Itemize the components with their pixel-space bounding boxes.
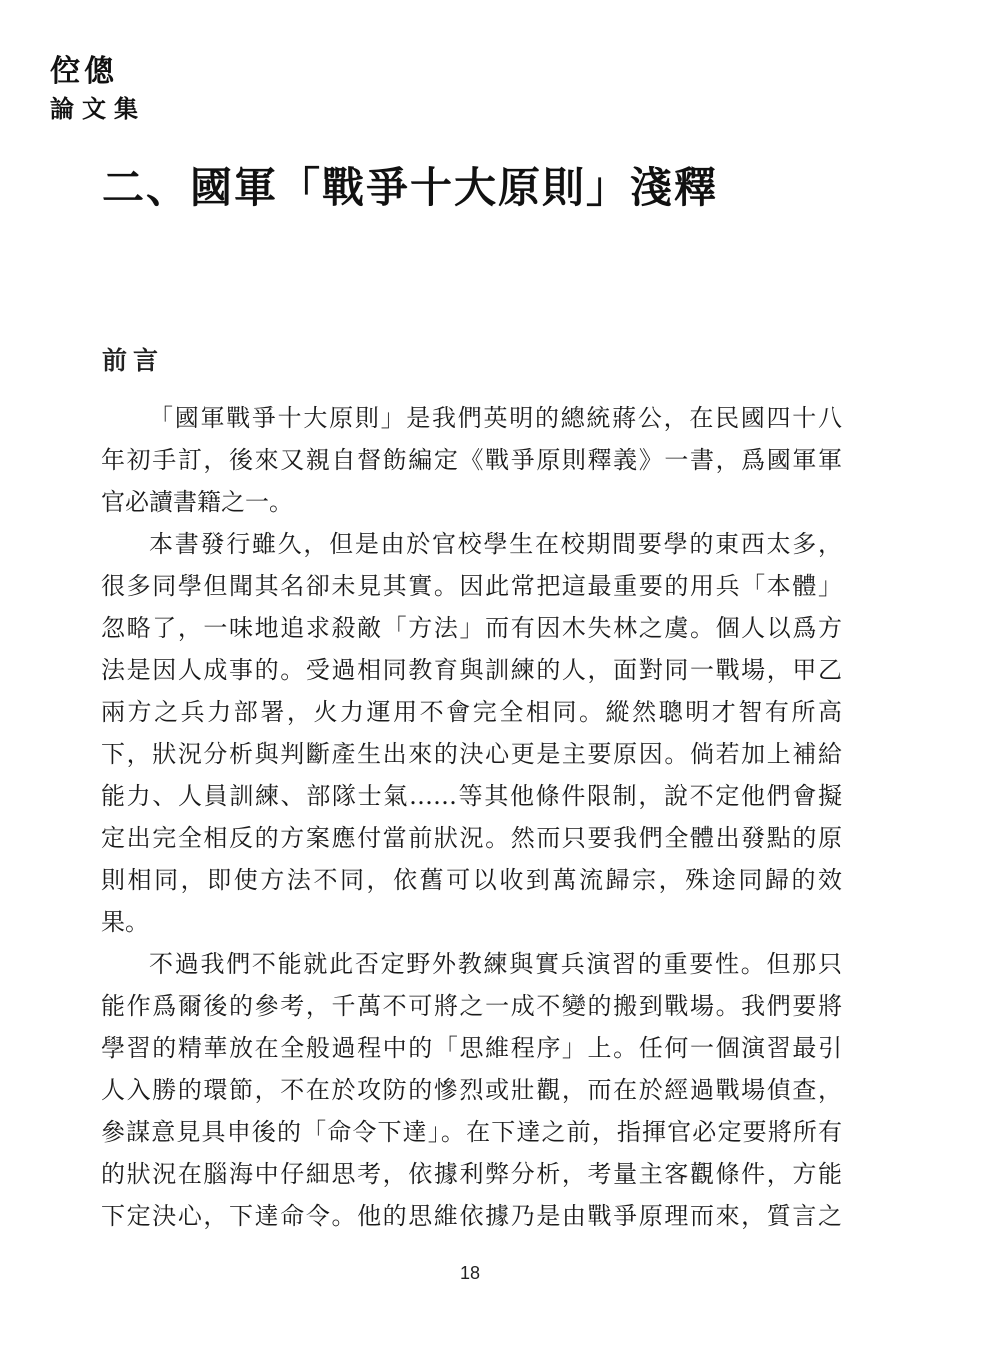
paragraph-3 xyxy=(101,943,842,1237)
text-line: 很多同學但聞其名卻未見其實。因此常把這最重要的用兵「本體」 xyxy=(101,572,842,600)
running-head xyxy=(50,52,146,126)
text-line: 能力、人員訓練、部隊士氣……等其他條件限制，說不定他們會擬 xyxy=(101,782,842,810)
text-line: 年初手訂，後來又親自督飭編定《戰爭原則釋義》一書，爲國軍軍 xyxy=(101,446,842,474)
text-line: 忽略了，一味地追求殺敵「方法」而有因木失林之虞。個人以爲方 xyxy=(101,614,842,642)
text-line: 兩方之兵力部署，火力運用不會完全相同。縱然聰明才智有所高 xyxy=(101,698,842,726)
text-line: 學習的精華放在全般過程中的「思維程序」上。任何一個演習最引 xyxy=(101,1034,842,1062)
text-line: 下，狀況分析與判斷產生出來的決心更是主要原因。倘若加上補給 xyxy=(101,740,842,768)
text-line: 下定決心，下達命令。他的思維依據乃是由戰爭原理而來，質言之 xyxy=(101,1202,842,1230)
text-line: 果。 xyxy=(101,908,149,936)
chapter-title: 二、國軍「戰爭十大原則」淺釋 xyxy=(102,163,719,212)
running-head-author: 倥傯 xyxy=(50,54,118,89)
text-line: 的狀況在腦海中仔細思考，依據利弊分析，考量主客觀條件，方能 xyxy=(101,1160,842,1188)
text-line: 「國軍戰爭十大原則」是我們英明的總統蔣公，在民國四十八 xyxy=(149,404,842,432)
text-line: 人入勝的環節，不在於攻防的慘烈或壯觀，而在於經過戰場偵查， xyxy=(101,1076,842,1104)
text-line: 定出完全相反的方案應付當前狀況。然而只要我們全體出發點的原 xyxy=(101,824,842,852)
text-line: 能作爲爾後的參考，千萬不可將之一成不變的搬到戰場。我們要將 xyxy=(101,992,842,1020)
text-line: 參謀意見具申後的「命令下達」。在下達之前，指揮官必定要將所有 xyxy=(101,1118,842,1146)
text-line: 則相同，即使方法不同，依舊可以收到萬流歸宗，殊途同歸的效 xyxy=(101,866,842,894)
paragraph-2 xyxy=(101,523,842,943)
text-line: 法是因人成事的。受過相同教育與訓練的人，面對同一戰場，甲乙 xyxy=(101,656,842,684)
running-head-book-title: 論文集 xyxy=(50,95,146,123)
text-line: 本書發行雖久，但是由於官校學生在校期間要學的東西太多， xyxy=(149,530,842,558)
text-line: 不過我們不能就此否定野外教練與實兵演習的重要性。但那只 xyxy=(149,950,842,978)
page-number: 18 xyxy=(459,1263,481,1283)
body-text xyxy=(101,397,842,1237)
paragraph-1 xyxy=(101,397,842,523)
section-heading: 前言 xyxy=(102,346,165,375)
text-line: 官必讀書籍之一。 xyxy=(101,488,293,516)
